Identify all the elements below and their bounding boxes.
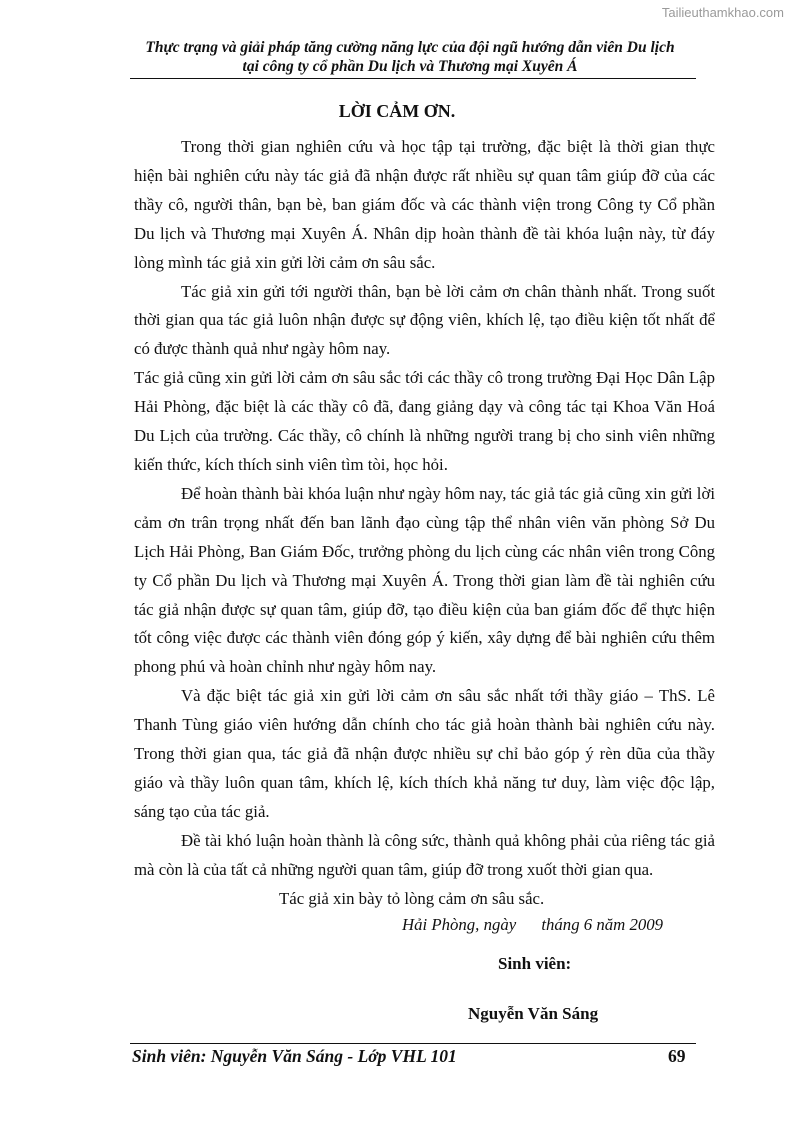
acknowledgement-body [134,133,715,913]
page-title: LỜI CẢM ƠN. [338,101,456,121]
header-line-2: tại công ty cổ phần Du lịch và Thương mại Xuyên Á [242,58,578,75]
signature-label: Sinh viên: [498,954,572,973]
footer-student: Sinh viên: Nguyễn Văn Sáng - Lớp VHL 101 [132,1046,457,1066]
paragraph-1: Trong thời gian nghiên cứu và học tập tại trường, đặc biệt là thời gian thực hiện bài nghiên cứu này tác giả đã nhận được rất nhiều sự quan tâm giúp đỡ của các thầy cô, người thân, bạn bè, ban giám đốc và các thành viện trong Công ty Cổ phần Du lịch và Thương mại Xuyên Á. Nhân dịp hoàn thành đề tài khóa luận này, từ đáy lòng mình tác giả xin gửi lời cảm ơn sâu sắc. [134,137,715,272]
paragraph-3: Tác giả cũng xin gửi lời cảm ơn sâu sắc tới các thầy cô trong trường Đại Học Dân Lập Hải Phòng, đặc biệt là các thầy cô đã, đang giảng dạy và công tác tại Khoa Văn Hoá Du Lịch của trường. Các thầy, cô chính là những người trang bị cho sinh viên những kiến thức, kích thích sinh viên tìm tòi, học hỏi. [134,368,715,474]
page-number: 69 [668,1046,686,1066]
header-rule [130,78,696,79]
header-line-1: Thực trạng và giải pháp tăng cường năng lực của đội ngũ hướng dẫn viên Du lịch [145,39,675,56]
watermark-text: Tailieuthamkhao.com [661,5,784,20]
paragraph-2: Tác giả xin gửi tới người thân, bạn bè lời cảm ơn chân thành nhất. Trong suốt thời gian qua tác giả luôn nhận được sự động viên, khích lệ, tạo điều kiện tốt nhất để có được thành quả như ngày hôm nay. [134,281,715,359]
closing-line: Tác giả xin bày tỏ lòng cảm ơn sâu sắc. [279,888,545,908]
running-header [130,38,690,76]
paragraph-4: Để hoàn thành bài khóa luận như ngày hôm nay, tác giả tác giả cũng xin gửi lời cảm ơn trân trọng nhất đến ban lãnh đạo cùng tập thể nhân viên văn phòng Sở Du Lịch Hải Phòng, Ban Giám Đốc, trưởng phòng du lịch cùng các nhân viên trong Công ty Cổ phần Du lịch và Thương mại Xuyên Á. Trong thời gian làm đề tài nghiên cứu tác giả nhận được sự quan tâm, giúp đỡ, tạo điều kiện của ban giám đốc để thực hiện tốt công việc được các thành viên đóng góp ý kiến, xây dựng để bài nghiên cứu thêm phong phú và hoàn chỉnh như ngày hôm nay. [134,483,715,677]
place-date: Hải Phòng, ngày tháng 6 năm 2009 [402,915,664,934]
paragraph-6: Đề tài khó luận hoàn thành là công sức, thành quả không phải của riêng tác giả mà còn là của tất cả những người quan tâm, giúp đỡ trong xuốt thời gian qua. [134,830,715,879]
signature-name: Nguyễn Văn Sáng [468,1004,599,1023]
paragraph-5: Và đặc biệt tác giả xin gửi lời cảm ơn sâu sắc nhất tới thầy giáo – ThS. Lê Thanh Tùng giáo viên hướng dẫn chính cho tác giả hoàn thành bài nghiên cứu này. Trong thời gian qua, tác giả đã nhận được nhiều sự chỉ bảo góp ý rèn dũa của thầy giáo và thầy luôn quan tâm, khích lệ, kích thích khả năng tư duy, làm việc độc lập, sáng tạo của tác giả. [134,686,715,821]
footer-rule [130,1043,696,1044]
